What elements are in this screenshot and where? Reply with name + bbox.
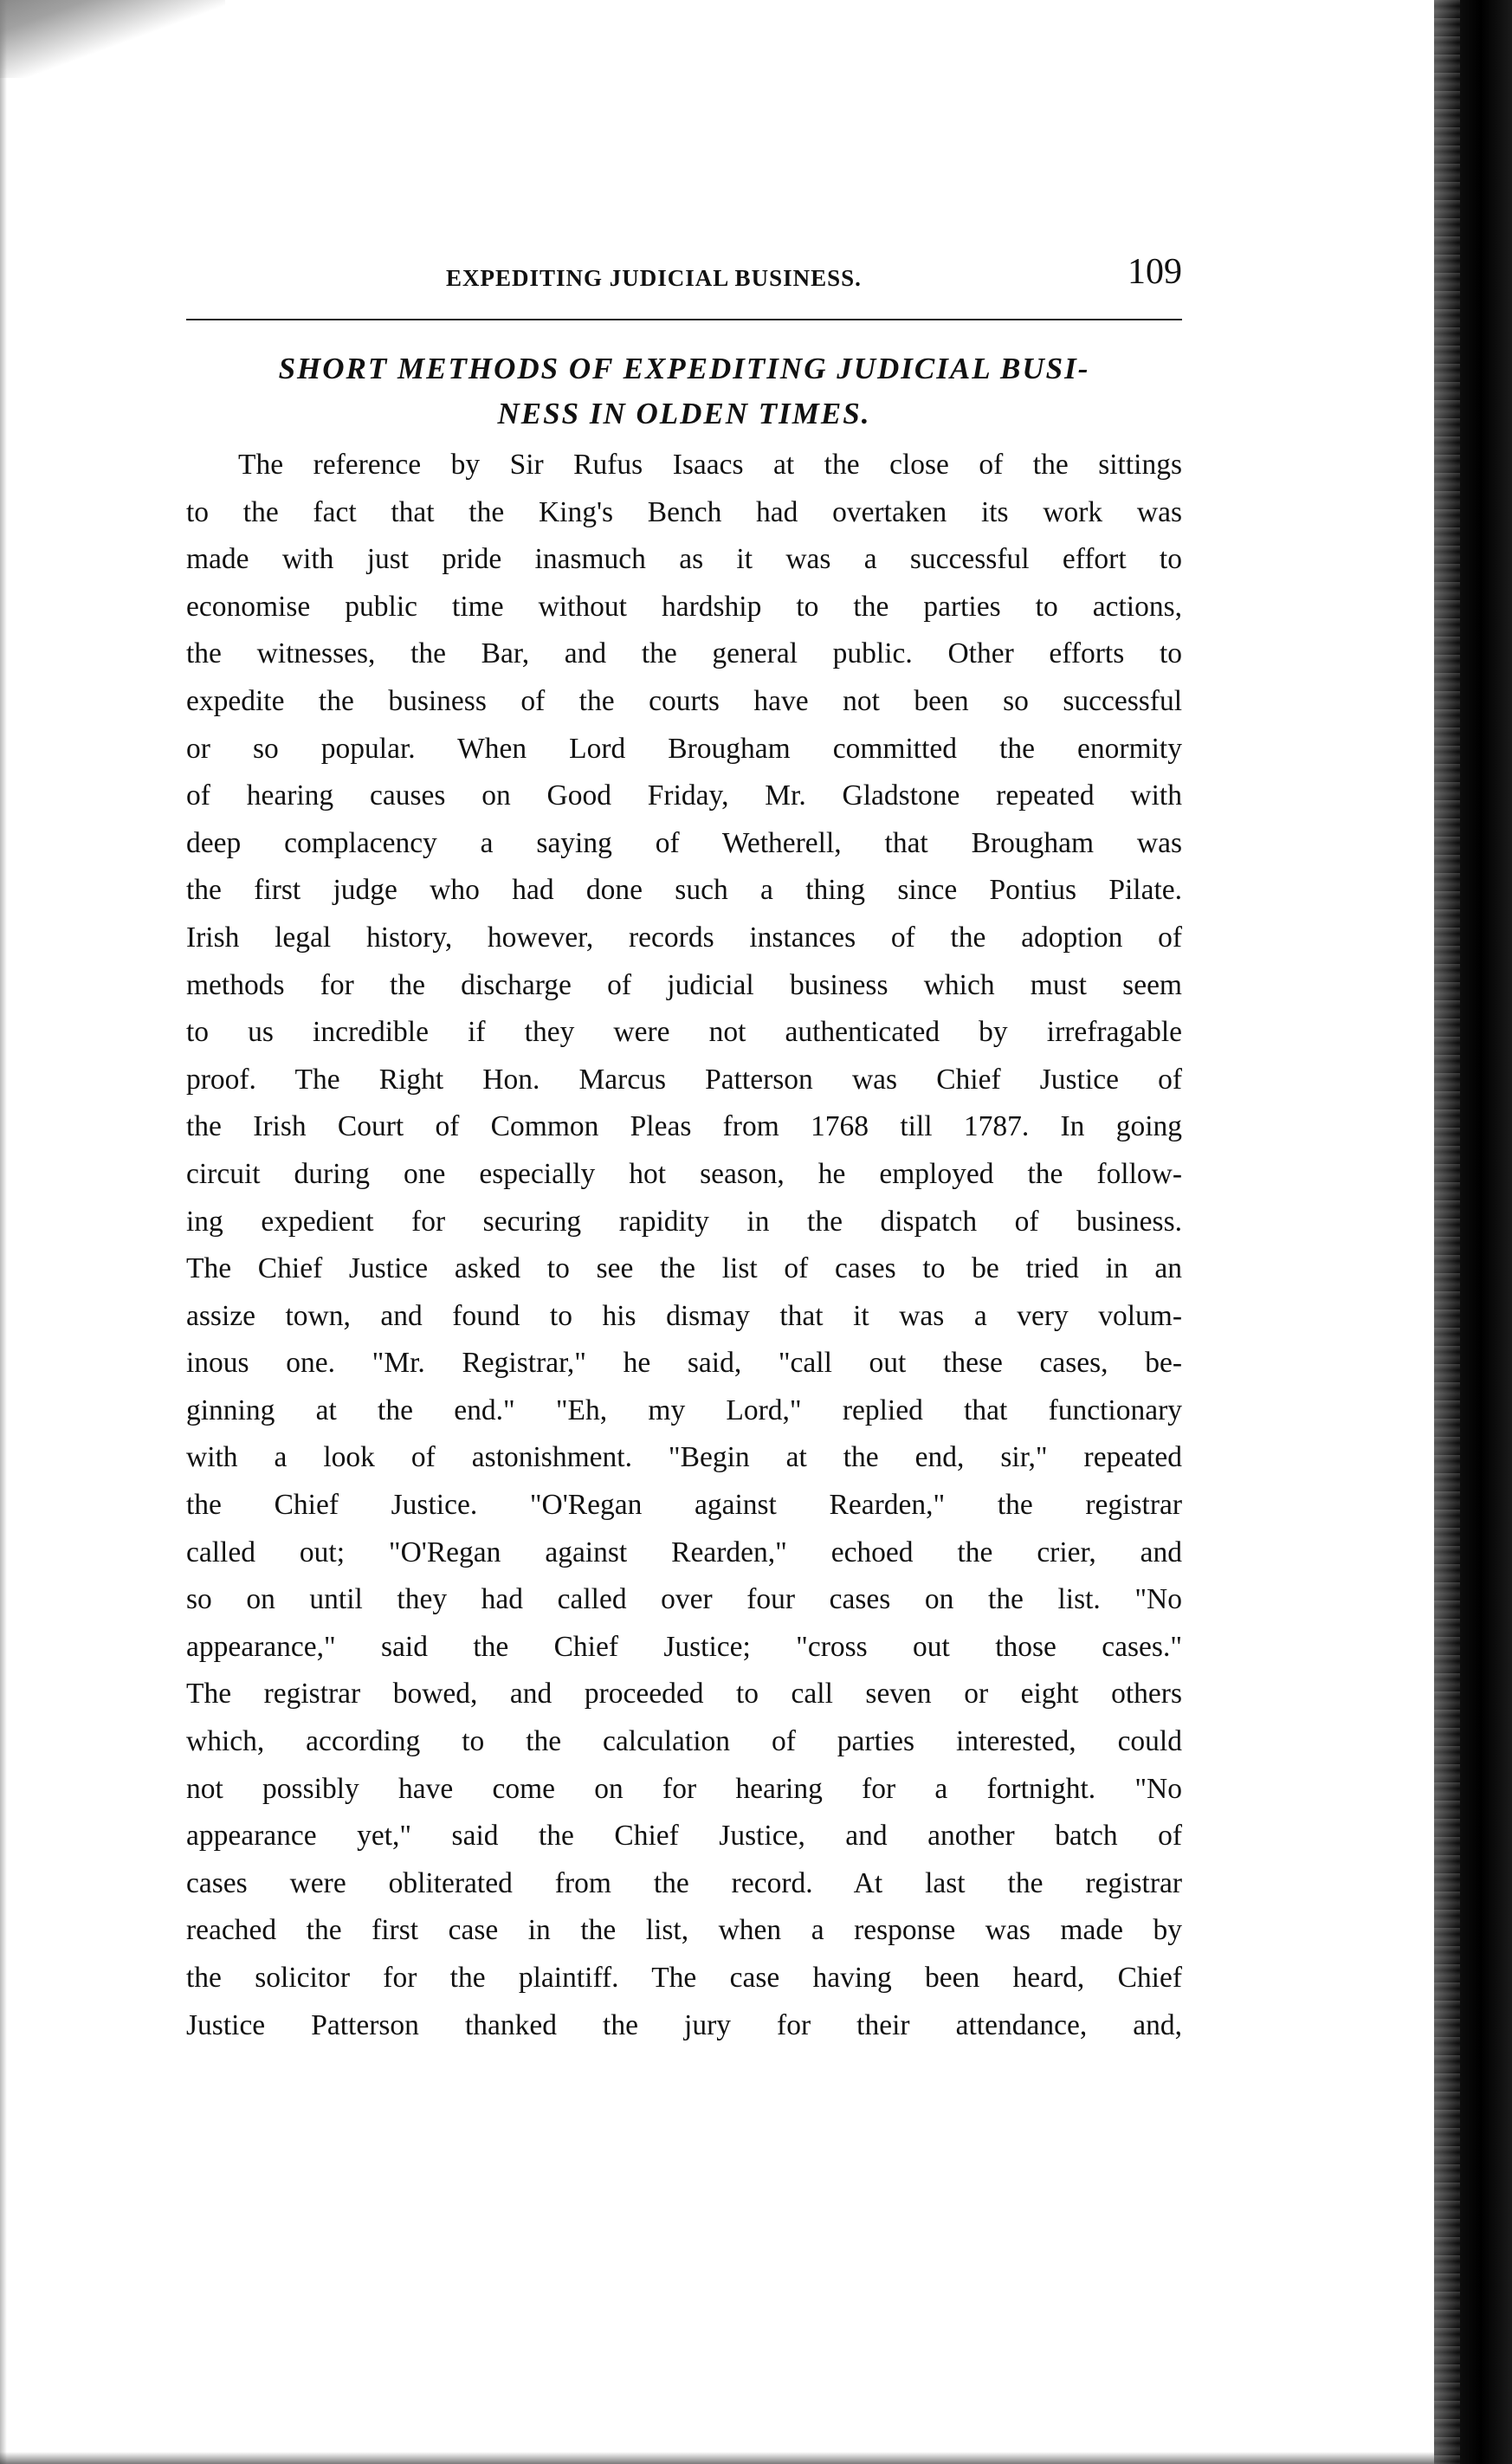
text-line: with a look of astonishment. "Begin at the end, sir," repeated (186, 1441, 1182, 1474)
text-line: the witnesses, the Bar, and the general public. Other efforts to (186, 637, 1182, 670)
text-line: methods for the discharge of judicial business which must seem (186, 968, 1182, 1001)
text-line: inous one. "Mr. Registrar," he said, "call out these cases, be- (186, 1347, 1182, 1380)
scan-shadow-top-left (0, 0, 225, 78)
text-line: The Chief Justice asked to see the list of cases to be tried in an (186, 1252, 1182, 1285)
page-header (186, 251, 1182, 303)
text-line: expedite the business of the courts have not been so successful (186, 684, 1182, 717)
text-line: to the fact that the King's Bench had overtaken its work was (186, 495, 1182, 528)
article-title-line: NESS IN OLDEN TIMES. (497, 397, 871, 430)
article-title (186, 346, 1182, 437)
page-number: 109 (1128, 252, 1182, 292)
text-line: the Irish Court of Common Pleas from 1768 till 1787. In going (186, 1110, 1182, 1143)
text-line: assize town, and found to his dismay that it was a very volum- (186, 1299, 1182, 1332)
text-line: the first judge who had done such a thing since Pontius Pilate. (186, 874, 1182, 907)
text-line: proof. The Right Hon. Marcus Patterson was Chief Justice of (186, 1063, 1182, 1096)
text-line: or so popular. When Lord Brougham committed the enormity (186, 732, 1182, 765)
text-line: appearance," said the Chief Justice; "cross out those cases." (186, 1630, 1182, 1663)
text-line: The registrar bowed, and proceeded to call seven or eight others (186, 1678, 1182, 1711)
text-line: Irish legal history, however, records instances of the adoption of (186, 921, 1182, 954)
text-line: deep complacency a saying of Wetherell, that Brougham was (186, 826, 1182, 859)
text-line: called out; "O'Regan against Rearden," echoed the crier, and (186, 1536, 1182, 1568)
text-line: which, according to the calculation of parties interested, could (186, 1725, 1182, 1758)
article (186, 346, 1182, 2049)
text-line: Justice Patterson thanked the jury for their attendance, and, (186, 2008, 1182, 2041)
running-title: EXPEDITING JUDICIAL BUSINESS. (446, 265, 862, 291)
text-line: reached the first case in the list, when a response was made by (186, 1914, 1182, 1947)
article-title-line: SHORT METHODS OF EXPEDITING JUDICIAL BUSI- (278, 352, 1090, 385)
text-line: not possibly have come on for hearing for a fortnight. "No (186, 1772, 1182, 1805)
binding-speckle (1434, 0, 1460, 2464)
header-rule (186, 319, 1182, 320)
text-line: made with just pride inasmuch as it was a successful effort to (186, 543, 1182, 576)
text-line: the solicitor for the plaintiff. The case having been heard, Chief (186, 1962, 1182, 1994)
text-line: ing expedient for securing rapidity in the dispatch of business. (186, 1205, 1182, 1238)
text-line: The reference by Sir Rufus Isaacs at the close of the sittings (238, 449, 1182, 481)
text-line: to us incredible if they were not authenticated by irrefragable (186, 1016, 1182, 1049)
body-paragraph (186, 442, 1182, 2049)
text-line: the Chief Justice. "O'Regan against Rearden," the registrar (186, 1489, 1182, 1522)
text-line: cases were obliterated from the record. At last the registrar (186, 1866, 1182, 1899)
text-line: circuit during one especially hot season, he employed the follow- (186, 1157, 1182, 1190)
text-line: of hearing causes on Good Friday, Mr. Gladstone repeated with (186, 779, 1182, 812)
text-line: so on until they had called over four cases on the list. "No (186, 1583, 1182, 1616)
text-line: ginning at the end." "Eh, my Lord," replied that functionary (186, 1394, 1182, 1426)
text-line: appearance yet," said the Chief Justice, and another batch of (186, 1820, 1182, 1853)
scan-edge-bottom (0, 2452, 1434, 2464)
text-line: economise public time without hardship to the parties to actions, (186, 590, 1182, 623)
scan-edge-left (0, 0, 7, 2464)
